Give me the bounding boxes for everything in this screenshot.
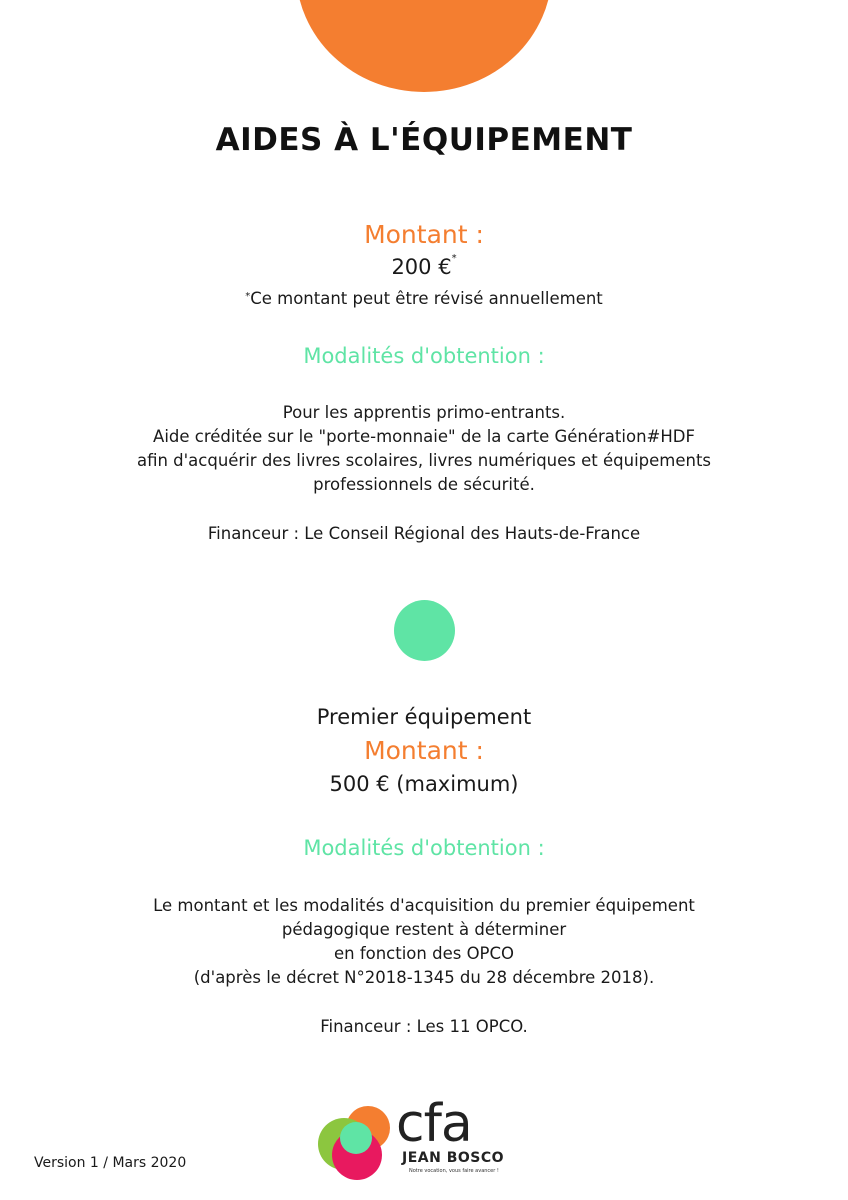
- version-label: Version 1 / Mars 2020: [34, 1155, 187, 1171]
- cfa-logo: [316, 1094, 526, 1184]
- decorative-green-circle: [394, 600, 455, 661]
- section1-body: [0, 401, 848, 497]
- section1-line: afin d'acquérir des livres scolaires, livres numériques et équipements: [136, 451, 712, 470]
- section1-line: professionnels de sécurité.: [313, 475, 535, 494]
- modalites-label-1: Modalités d'obtention :: [303, 344, 545, 368]
- modalites-label-2: Modalités d'obtention :: [303, 836, 545, 860]
- section2-heading: Premier équipement: [316, 705, 532, 729]
- financeur-1: Financeur : Le Conseil Régional des Hauts-de-France: [207, 524, 641, 543]
- section2-line: pédagogique restent à déterminer: [281, 920, 567, 939]
- decorative-orange-circle: [296, 0, 552, 92]
- logo-tagline: Notre vocation, vous faire avancer !: [409, 1168, 499, 1174]
- financeur-2: Financeur : Les 11 OPCO.: [320, 1017, 528, 1036]
- amount-value-1: 200 €: [391, 255, 452, 279]
- logo-subtitle: JEAN BOSCO: [402, 1150, 505, 1166]
- page-title: AIDES À L'ÉQUIPEMENT: [215, 122, 633, 158]
- section2-line: Le montant et les modalités d'acquisition du premier équipement: [153, 896, 695, 915]
- logo-green-circle: [340, 1122, 372, 1154]
- montant-label-1: Montant :: [364, 220, 484, 249]
- amount-mark-1: *: [451, 253, 457, 264]
- footnote: [0, 287, 848, 311]
- section2-body: [0, 894, 848, 990]
- amount-2: 500 € (maximum): [329, 772, 519, 796]
- section2-line: (d'après le décret N°2018-1345 du 28 décembre 2018).: [193, 968, 655, 987]
- footnote-text: Ce montant peut être révisé annuellement: [250, 289, 603, 308]
- section1-line: Aide créditée sur le "porte-monnaie" de la carte Génération#HDF: [153, 427, 695, 446]
- footnote-mark: *: [245, 291, 251, 302]
- section2-line: en fonction des OPCO: [333, 944, 515, 963]
- section1-line: Pour les apprentis primo-entrants.: [282, 403, 566, 422]
- logo-cfa-text: cfa: [396, 1094, 472, 1154]
- amount-1: [0, 255, 848, 279]
- montant-label-2: Montant :: [364, 736, 484, 765]
